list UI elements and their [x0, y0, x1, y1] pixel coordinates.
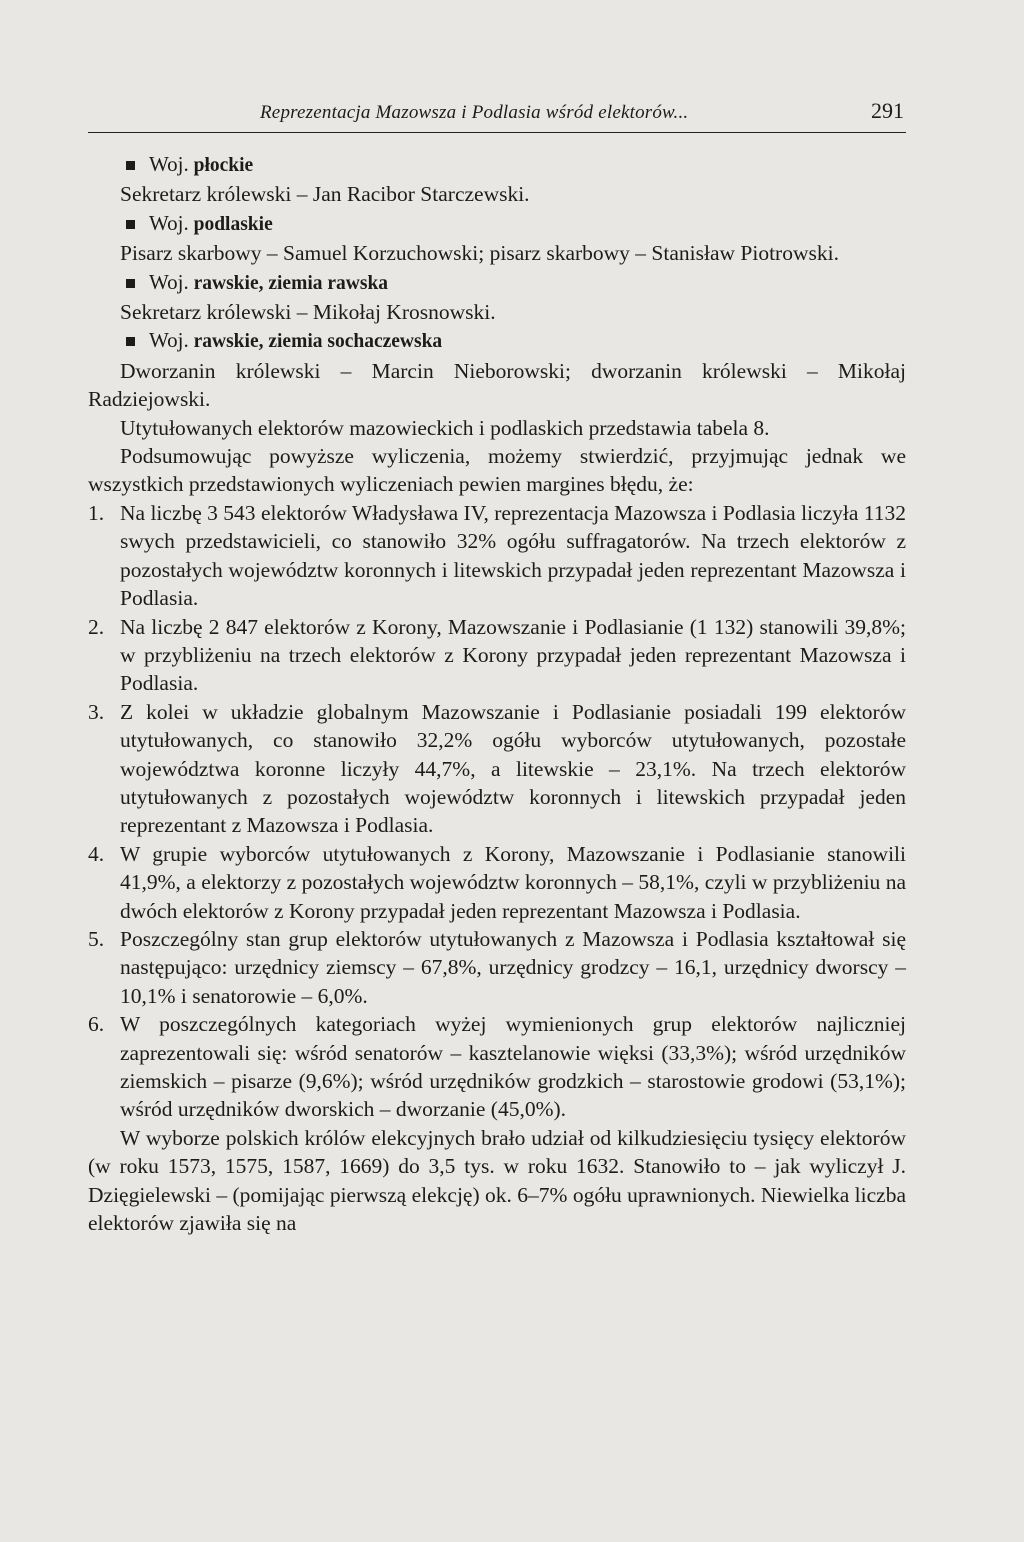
closing-paragraph: W wyborze polskich królów elekcyjnych brało udział od kilkudziesięciu tysięcy elektorów (w roku 1573, 1575, 1587, 1669) do 3,5 tys. w roku 1632. Stanowiło to – jak wyliczył J. Dzięgielewski – (pomijając pierwszą elekcję) ok. 6–7% ogółu uprawnionych. Niewielka liczba elektorów zjawiła się na: [88, 1125, 906, 1236]
section-text: Sekretarz królewski – Jan Racibor Starczewski.: [120, 182, 530, 207]
list-number: 4.: [88, 841, 105, 866]
heading-name: rawskie, ziemia rawska: [193, 272, 389, 294]
list-item: [88, 1010, 906, 1124]
section-text: Dworzanin królewski – Marcin Nieborowski; dworzanin królewski – Mikołaj Radziejowski.: [88, 358, 906, 412]
list-item-text: W grupie wyborców utytułowanych z Korony, Mazowszanie i Podlasianie stanowili 41,9%, a elektorzy z pozostałych województw koronnych – 58,1%, czyli w przybliżeniu na dwóch elektorów z Korony przypadał jeden reprezentant Mazowsza i Podlasia.: [120, 841, 906, 923]
list-number: 2.: [88, 614, 105, 639]
list-number: 6.: [88, 1012, 105, 1037]
square-bullet-icon: [126, 161, 135, 170]
section-heading-rawskie-sochaczewska: Woj. rawskie, ziemia sochaczewska: [88, 326, 906, 356]
running-header: [88, 100, 906, 133]
list-item: [88, 499, 906, 613]
list-item: [88, 840, 906, 925]
list-item-text: Z kolei w układzie globalnym Mazowszanie i Podlasianie posiadali 199 elektorów utytułowanych, co stanowiło 32,2% ogółu wyborców utytułowanych, pozostałe województwa koronne liczyły 44,7%, a litewskie – 23,1%. Na trzech elektorów utytułowanych z pozostałych województw koronnych i litewskich przypadał jeden reprezentant z Mazowsza i Podlasia.: [120, 699, 906, 838]
list-number: 3.: [88, 699, 105, 724]
section-text: Pisarz skarbowy – Samuel Korzuchowski; pisarz skarbowy – Stanisław Piotrowski.: [120, 241, 839, 266]
heading-name: rawskie, ziemia sochaczewska: [193, 331, 443, 353]
paragraph: Podsumowując powyższe wyliczenia, możemy stwierdzić, przyjmując jednak we wszystkich przedstawionych wyliczeniach pewien margines błędu, że:: [88, 444, 906, 497]
square-bullet-icon: [126, 220, 135, 229]
list-item-text: Na liczbę 3 543 elektorów Władysława IV, reprezentacja Mazowsza i Podlasia liczyła 1132 swych przedstawicieli, co stanowiło 32% ogółu suffragatorów. Na trzech elektorów z pozostałych województw koronnych i litewskich przypadał jeden reprezentant Mazowsza i Podlasia.: [120, 500, 906, 611]
section-heading-podlaskie: Woj. podlaskie: [88, 209, 906, 239]
list-item: [88, 613, 906, 698]
list-item: [88, 925, 906, 1010]
square-bullet-icon: [126, 279, 135, 288]
list-item: [88, 698, 906, 840]
heading-name: płockie: [193, 155, 254, 176]
heading-name: podlaskie: [193, 213, 273, 235]
running-title: Reprezentacja Mazowsza i Podlasia wśród elektorów...: [260, 102, 689, 123]
section-heading-rawskie-rawska: Woj. rawskie, ziemia rawska: [88, 268, 906, 298]
list-item-text: W poszczególnych kategoriach wyżej wymienionych grup elektorów najliczniej zaprezentowali się: wśród senatorów – kasztelanowie więksi (33,3%); wśród urzędników ziemskich – pisarze (9,6%); wśród urzędników grodzkich – starostowie grodowi (53,1%); wśród urzędników dworskich – dworzanie (45,0%).: [120, 1012, 906, 1122]
square-bullet-icon: [126, 337, 135, 346]
page-number: 291: [871, 98, 904, 123]
section-heading-plockie: Woj. płockie: [88, 150, 906, 180]
section-text: Sekretarz królewski – Mikołaj Krosnowski.: [120, 300, 496, 325]
list-number: 5.: [88, 926, 105, 951]
list-number: 1.: [88, 500, 105, 525]
list-item-text: Na liczbę 2 847 elektorów z Korony, Mazowszanie i Podlasianie (1 132) stanowili 39,8%; w przybliżeniu na trzech elektorów z Korony przypadał jeden reprezentant Mazowsza i Podlasia.: [120, 614, 906, 696]
list-item-text: Poszczególny stan grup elektorów utytułowanych z Mazowsza i Podlasia kształtował się następująco: urzędnicy ziemscy – 67,8%, urzędnicy grodzcy – 16,1, urzędnicy dworscy – 10,1% i senatorowie – 6,0%.: [120, 926, 906, 1008]
page-body: [88, 150, 906, 1237]
paragraph: Utytułowanych elektorów mazowieckich i podlaskich przedstawia tabela 8.: [120, 415, 770, 440]
